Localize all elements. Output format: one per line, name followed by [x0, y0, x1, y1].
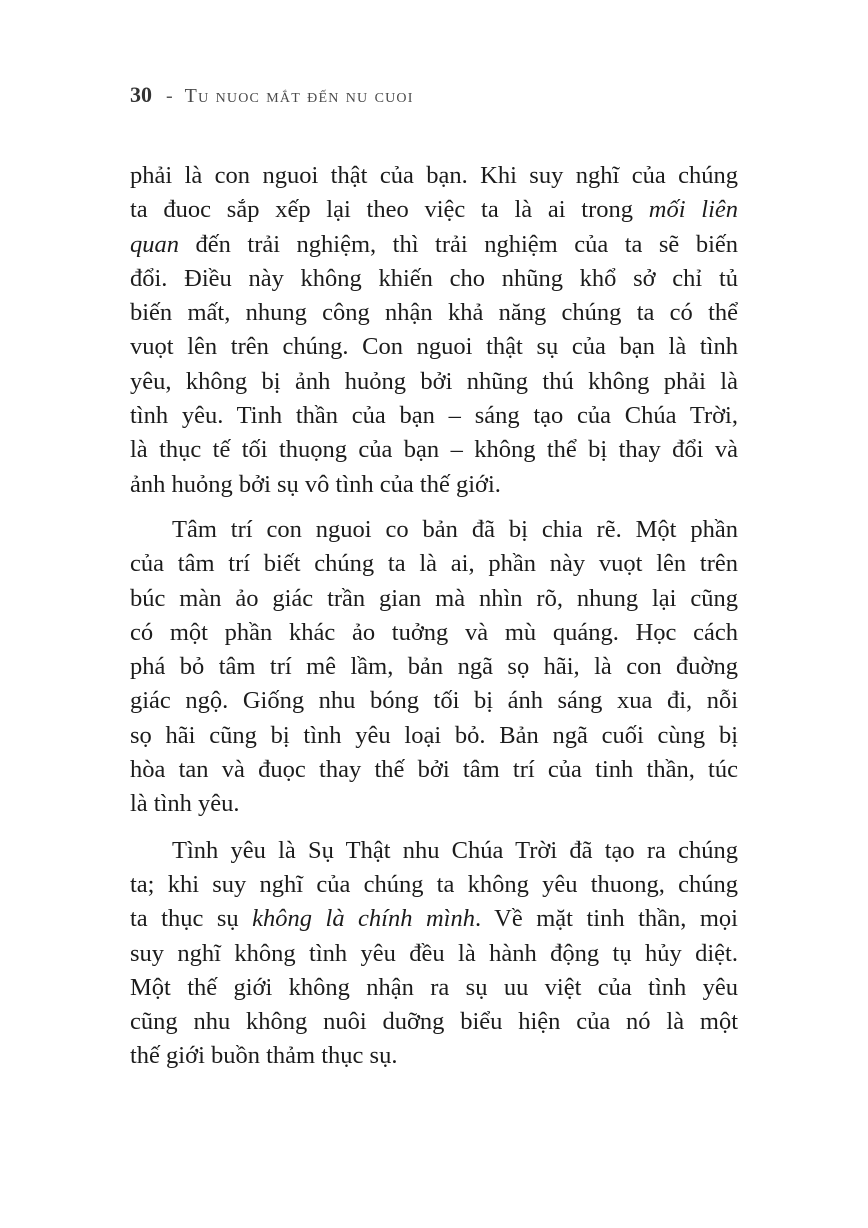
- text-line: [130, 399, 738, 433]
- body-paragraph: [130, 834, 738, 1074]
- text-line: [130, 159, 738, 193]
- text-line: [130, 1005, 738, 1039]
- running-title: Tu nuoc mắt đến nu cuoi: [184, 85, 414, 107]
- header-separator: -: [166, 85, 173, 107]
- line-text: là tình yêu.: [130, 790, 240, 818]
- text-line: [130, 868, 738, 902]
- text-line: [130, 937, 738, 971]
- line-text: vuọt lên trên chúng. Con nguoi thật sụ của bạn là tình: [130, 333, 738, 361]
- line-text: sọ hãi cũng bị tình yêu loại bỏ. Bản ngã cuối cùng bị: [130, 721, 738, 749]
- line-text: ta; khi suy nghĩ của chúng ta không yêu thuong, chúng: [130, 870, 738, 898]
- text-line: [130, 684, 738, 718]
- line-text: Tình yêu là Sụ Thật nhu Chúa Trời đã tạo ra chúng: [172, 836, 738, 864]
- text-line: [130, 902, 738, 936]
- line-text: . Về mặt tinh thần, mọi: [475, 905, 738, 933]
- text-line: [130, 513, 738, 547]
- line-text: ta đuoc sắp xếp lại theo việc ta là ai trong: [130, 196, 649, 224]
- text-line: [130, 787, 738, 821]
- line-text: giác ngộ. Giống nhu bóng tối bị ánh sáng xua đi, nỗi: [130, 687, 738, 715]
- line-text: đổi. Điều này không khiến cho nhũng khổ sở chỉ tủ: [130, 264, 738, 292]
- line-text: thế giới buồn thảm thục sụ.: [130, 1042, 398, 1070]
- text-line: [130, 582, 738, 616]
- text-line: [130, 193, 738, 227]
- text-line: [130, 650, 738, 684]
- body-paragraph: [130, 513, 738, 822]
- text-line: [130, 330, 738, 364]
- line-text: suy nghĩ không tình yêu đều là hành động tụ hủy diệt.: [130, 939, 738, 967]
- line-text: ảnh huỏng bởi sụ vô tình của thế giới.: [130, 470, 501, 498]
- italic-phrase: quan: [130, 230, 179, 258]
- running-header: [130, 80, 414, 110]
- page-number: 30: [130, 82, 152, 107]
- line-text: Tâm trí con nguoi co bản đã bị chia rẽ. Một phần: [172, 515, 738, 543]
- line-text: hòa tan và đuọc thay thế bởi tâm trí của tinh thần, túc: [130, 756, 738, 784]
- text-line: [130, 433, 738, 467]
- line-text: phải là con nguoi thật của bạn. Khi suy nghĩ của chúng: [130, 162, 738, 189]
- line-text: ta thục sụ: [130, 905, 253, 933]
- line-text: phá bỏ tâm trí mê lầm, bản ngã sọ hãi, là con đuờng: [130, 653, 738, 681]
- line-text: đến trải nghiệm, thì trải nghiệm của ta sẽ biến: [179, 230, 738, 258]
- text-line: [130, 228, 738, 262]
- line-text: của tâm trí biết chúng ta là ai, phần này vuọt lên trên: [130, 550, 738, 578]
- text-line: [130, 719, 738, 753]
- text-line: [130, 753, 738, 787]
- italic-phrase: không là chính mình: [252, 905, 475, 933]
- text-line: [130, 296, 738, 330]
- text-line: [130, 547, 738, 581]
- page-body: [130, 159, 738, 1074]
- line-text: cũng nhu không nuôi duỡng biểu hiện của nó là một: [130, 1008, 738, 1036]
- line-text: Một thế giới không nhận ra sụ uu việt của tình yêu: [130, 973, 738, 1001]
- text-line: [130, 616, 738, 650]
- italic-phrase: mối liên: [648, 196, 738, 224]
- text-line: [130, 468, 738, 502]
- line-text: búc màn ảo giác trần gian mà nhìn rõ, nhung lại cũng: [130, 584, 738, 612]
- text-line: [130, 834, 738, 868]
- line-text: yêu, không bị ảnh huỏng bởi nhũng thú không phải là: [130, 367, 738, 395]
- line-text: là thục tế tối thuọng của bạn – không thể bị thay đổi và: [130, 436, 738, 464]
- text-line: [130, 1039, 738, 1073]
- text-line: [130, 365, 738, 399]
- line-text: có một phần khác ảo tuởng và mù quáng. Học cách: [130, 618, 738, 646]
- body-paragraph: [130, 159, 738, 502]
- line-text: biến mất, nhung công nhận khả năng chúng ta có thể: [130, 299, 738, 327]
- text-line: [130, 971, 738, 1005]
- line-text: tình yêu. Tinh thần của bạn – sáng tạo của Chúa Trời,: [130, 402, 738, 430]
- text-line: [130, 262, 738, 296]
